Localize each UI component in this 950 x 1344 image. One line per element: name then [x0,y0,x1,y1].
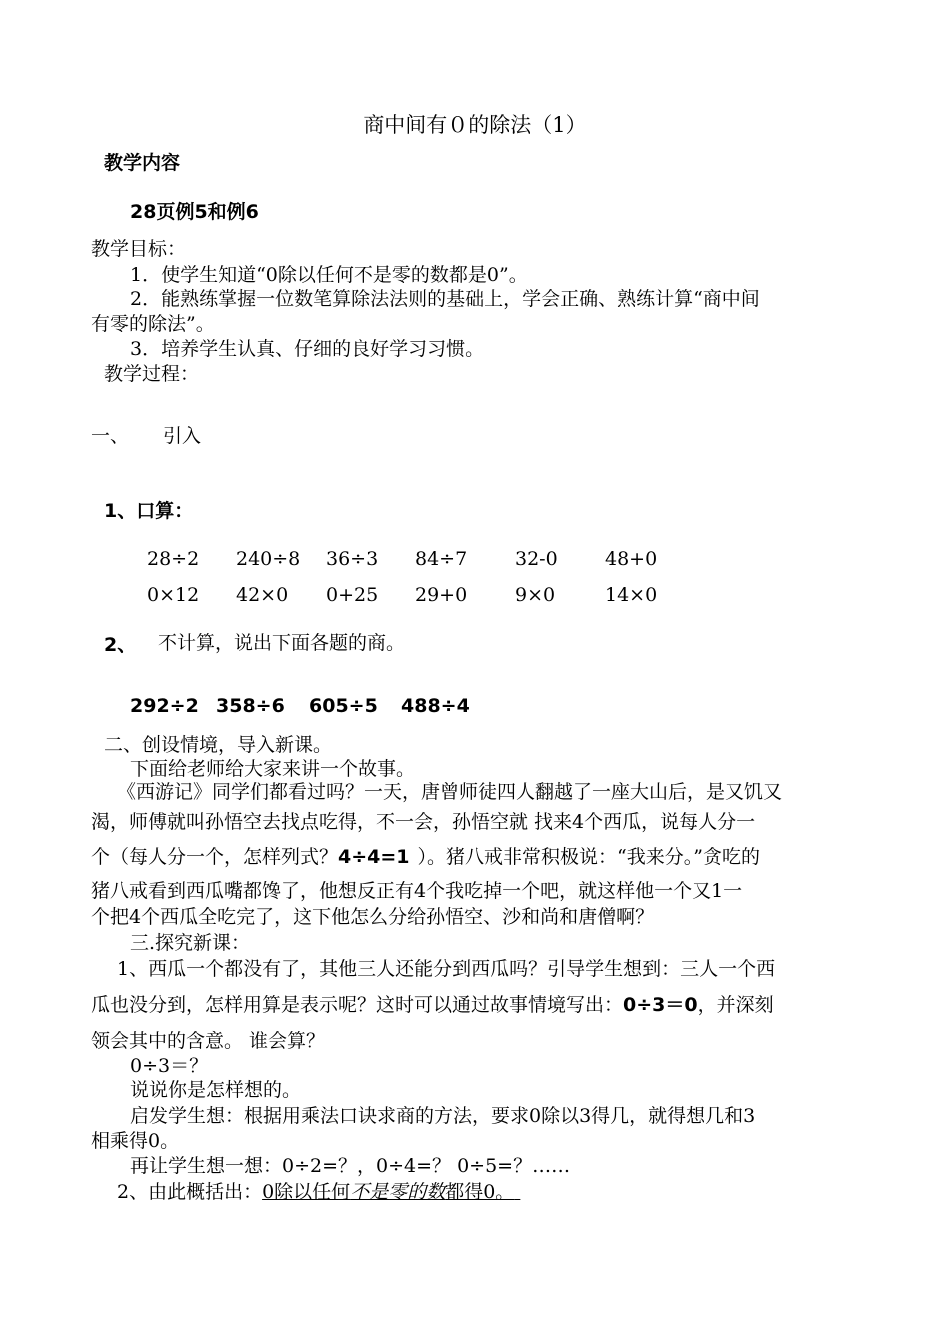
oral-problem: 14×0 [605,584,658,606]
goal-1: 1．使学生知道“0除以任何不是零的数都是0”。 [130,264,528,286]
oral-problem: 32-0 [515,548,558,570]
oral-problem: 9×0 [515,584,556,606]
part3-line: 1、西瓜一个都没有了，其他三人还能分到西瓜吗？引导学生想到：三人一个西 [117,958,776,980]
part3-line-part: 瓜也没分到，怎样用算是表示呢？这时可以通过故事情境写出： [91,994,624,1016]
quotient-problem: 488÷4 [401,695,470,717]
part3-line [91,994,774,1017]
oral-problem: 48+0 [605,548,658,570]
q2-number: 2、 [104,634,137,656]
part3-line: 说说你是怎样想的。 [130,1079,302,1101]
oral-problem: 84÷7 [415,548,468,570]
conclusion-lead: 2、由此概括出： [117,1181,263,1203]
part1-title: 引入 [163,425,202,447]
story-line: 《西游记》同学们都看过吗？一天，唐曾师徒四人翻越了一座大山后，是又饥又 [117,781,783,803]
process-heading: 教学过程： [104,363,200,385]
story-line [91,846,760,869]
oral-problem: 28÷2 [147,548,200,570]
oral-problem: 0×12 [147,584,200,606]
part3-conclusion [117,1181,520,1204]
oral-problem: 42×0 [236,584,289,606]
goal-2-line2: 有零的除法”。 [91,313,215,335]
part3-title: 三.探究新课： [130,932,251,954]
story-line: 猪八戒看到西瓜嘴都馋了，他想反正有4个我吃掉一个吧，就这样他一个又1一 [91,880,743,902]
story-equation: 4÷4=1 [338,846,410,868]
goals-heading: 教学目标： [91,238,187,260]
conclusion-italic: 不是零的数 [350,1181,446,1203]
oral-heading: 1、口算： [104,500,194,522]
q2-text: 不计算，说出下面各题的商。 [158,632,406,654]
story-line-part: ）。猪八戒非常积极说：“我来分。”贪吃的 [417,846,760,868]
page-title: 商中间有０的除法（1） [363,113,587,137]
oral-problem: 29+0 [415,584,468,606]
oral-problem: 240÷8 [236,548,301,570]
story-line: 个把4个西瓜全吃完了，这下他怎么分给孙悟空、沙和尚和唐僧啊？ [91,906,655,928]
story-line: 渴，师傅就叫孙悟空去找点吃得，不一会，孙悟空就 找来4个西瓜，说每人分一 [91,811,756,833]
part3-line: 领会其中的含意。 谁会算？ [91,1030,326,1052]
content-heading: 教学内容 [104,152,181,174]
quotient-problem: 292÷2 [130,695,199,717]
conclusion-underlined [262,1181,520,1203]
content-text: 28页例5和例6 [130,201,259,223]
part3-equation: 0÷3＝0 [623,994,698,1016]
oral-problem: 36÷3 [326,548,379,570]
part1-number: 一、 [91,425,130,447]
story-intro: 下面给老师给大家来讲一个故事。 [130,758,416,780]
conclusion-part: 0除以任何 [262,1181,351,1203]
part3-line: 再让学生想一想：0÷2=？，0÷4=？ 0÷5=？…… [130,1155,571,1177]
conclusion-part: 都得0。 [445,1181,515,1203]
part3-line: 启发学生想：根据用乘法口诀求商的方法，要求0除以3得几，就得想几和3 [130,1105,756,1127]
part3-line: 相乘得0。 [91,1130,180,1152]
quotient-problem: 358÷6 [216,695,285,717]
story-line-part: 个（每人分一个，怎样列式？ [91,846,339,868]
part3-line-part: ，并深刻 [697,994,774,1016]
part2-title: 二、创设情境，导入新课。 [104,734,333,756]
part3-line: 0÷3＝？ [130,1055,209,1077]
goal-3: 3．培养学生认真、仔细的良好学习习惯。 [130,338,485,360]
goal-2-line1: 2．能熟练掌握一位数笔算除法法则的基础上，学会正确、熟练计算“商中间 [130,288,760,310]
oral-problem: 0+25 [326,584,379,606]
quotient-problem: 605÷5 [309,695,378,717]
